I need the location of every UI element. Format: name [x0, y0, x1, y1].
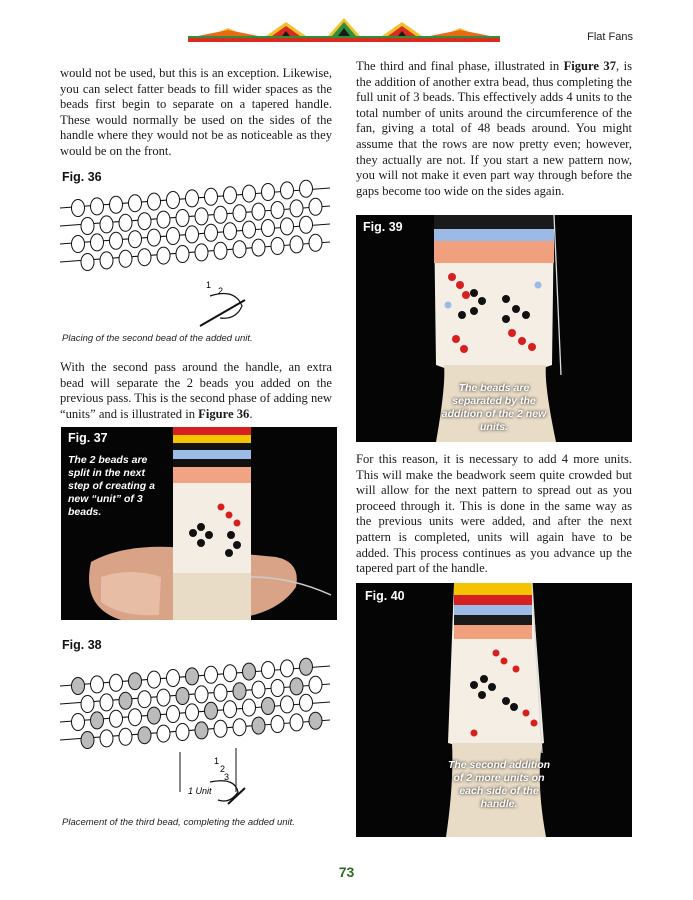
diagram-bead	[167, 670, 180, 687]
diagram-bead	[224, 223, 237, 240]
diagram-bead	[195, 244, 208, 261]
diagram-bead	[110, 710, 123, 727]
fig36-mark-2: 2	[218, 286, 224, 296]
diagram-bead	[81, 696, 94, 713]
diagram-bead	[300, 694, 313, 711]
diagram-bead	[224, 187, 237, 204]
diagram-bead	[205, 666, 218, 683]
diagram-bead	[233, 719, 246, 736]
diagram-bead	[195, 686, 208, 703]
diagram-bead	[300, 180, 313, 197]
figure-37-reference: Figure 37	[563, 59, 617, 73]
diagram-bead	[72, 714, 85, 731]
diagram-bead	[186, 704, 199, 721]
fig36-caption: Placing of the second bead of the added unit.	[62, 333, 253, 344]
diagram-bead	[129, 673, 142, 690]
diagram-bead	[281, 218, 294, 235]
diagram-bead	[176, 246, 189, 263]
diagram-bead	[110, 232, 123, 249]
diagram-bead	[290, 714, 303, 731]
diagram-bead	[271, 716, 284, 733]
diagram-bead	[148, 671, 161, 688]
diagram-bead	[214, 206, 227, 223]
diagram-bead	[205, 224, 218, 241]
diagram-bead	[157, 725, 170, 742]
diagram-bead	[186, 668, 199, 685]
diagram-bead	[91, 198, 104, 215]
fig37-overlay-caption: The 2 beads are split in the next step of creating a new “unit” of 3 beads.	[68, 454, 155, 518]
diagram-bead	[205, 188, 218, 205]
diagram-bead	[157, 689, 170, 706]
diagram-bead	[100, 252, 113, 269]
diagram-bead	[290, 236, 303, 253]
fig38-label: Fig. 38	[62, 638, 102, 652]
right-paragraph-1-start: The third and final phase, illustrated in	[356, 59, 564, 73]
diagram-bead	[262, 662, 275, 679]
diagram-bead	[138, 213, 151, 230]
diagram-bead	[271, 680, 284, 697]
diagram-bead	[148, 193, 161, 210]
diagram-bead	[110, 196, 123, 213]
diagram-bead	[281, 660, 294, 677]
fig36-label: Fig. 36	[62, 170, 102, 184]
diagram-bead	[186, 190, 199, 207]
diagram-bead	[81, 218, 94, 235]
diagram-bead	[167, 706, 180, 723]
diagram-bead	[100, 730, 113, 747]
page-number: 73	[338, 864, 355, 880]
diagram-bead	[252, 239, 265, 256]
figure-36-reference: Figure 36	[198, 406, 250, 421]
diagram-bead	[148, 707, 161, 724]
diagram-bead	[243, 663, 256, 680]
diagram-bead	[262, 220, 275, 237]
fig39-photo	[356, 215, 632, 442]
diagram-bead	[72, 236, 85, 253]
diagram-bead	[100, 694, 113, 711]
diagram-bead	[290, 678, 303, 695]
diagram-bead	[72, 678, 85, 695]
diagram-bead	[252, 681, 265, 698]
left-paragraph-2-text: With the second pass around the handle, an extra bead will separate the 2 beads you added on the previous pass. This is the second phase of adding new “units” and is illustrated in	[60, 360, 332, 421]
diagram-bead	[243, 185, 256, 202]
diagram-bead	[262, 184, 275, 201]
fig40-label: Fig. 40	[365, 589, 405, 603]
right-paragraph-2: For this reason, it is necessary to add 4 more units. This will make the beadwork seem quite crowded but will allow for the next pattern to spread out as you proceed through it. This is done in the same way as the previous units were added, and after the next pattern is completed, units will again have to be added. This process continues as you advance up the tapered part of the handle.	[356, 452, 632, 576]
diagram-bead	[309, 234, 322, 251]
left-paragraph-1: would not be used, but this is an exception. Likewise, you can select fatter beads to fill wider spaces as the beads first begin to separate on a tapered handle. These would normally be used on the sides of the handle where they would not be as noticeable as they would be on the front.	[60, 66, 332, 158]
diagram-bead	[281, 182, 294, 199]
fig38-mark-1: 1	[214, 756, 220, 766]
diagram-bead	[138, 249, 151, 266]
diagram-bead	[214, 684, 227, 701]
diagram-bead	[119, 250, 132, 267]
diagram-bead	[214, 242, 227, 259]
diagram-bead	[148, 229, 161, 246]
left-paragraph-2	[60, 360, 332, 422]
diagram-bead	[262, 698, 275, 715]
fig36-mark-1: 1	[206, 280, 212, 290]
diagram-bead	[91, 234, 104, 251]
diagram-bead	[252, 203, 265, 220]
diagram-bead	[224, 665, 237, 682]
diagram-bead	[157, 211, 170, 228]
fig40-photo	[356, 583, 632, 837]
fig38-unit-label: 1 Unit	[188, 786, 212, 796]
diagram-bead	[205, 702, 218, 719]
fig37-label: Fig. 37	[68, 431, 108, 445]
diagram-bead	[81, 254, 94, 271]
diagram-bead	[214, 720, 227, 737]
right-paragraph-1-text: , is the addition of another extra bead, thus completing the full unit of 3 beads. This effectively adds 4 units to the total number of units around the circumference of the fan, giving a total of 48 beads around. You might assume that the rows are now pretty even; however, they actually are not. If you start a new pattern now, you will not make it even part way through before the gaps become too wide on the sides again.	[356, 59, 633, 198]
fig40-overlay-caption: The second addition of 2 more units on each side of the handle.	[447, 759, 551, 810]
diagram-bead	[233, 241, 246, 258]
diagram-bead	[195, 208, 208, 225]
fig39-overlay-caption: The beads are separated by the addition of the 2 new units.	[441, 382, 547, 433]
diagram-bead	[138, 691, 151, 708]
fig38-diagram	[60, 652, 335, 812]
diagram-bead	[195, 722, 208, 739]
fig38-caption: Placement of the third bead, completing the added unit.	[62, 817, 295, 828]
diagram-bead	[243, 221, 256, 238]
diagram-bead	[309, 198, 322, 215]
running-header-title: Flat Fans	[587, 31, 633, 43]
diagram-bead	[167, 228, 180, 245]
diagram-bead	[224, 701, 237, 718]
diagram-bead	[110, 674, 123, 691]
right-paragraph-1	[356, 59, 632, 199]
fig37-photo	[61, 427, 337, 620]
diagram-bead	[100, 216, 113, 233]
fig38-mark-2: 2	[220, 764, 226, 774]
diagram-bead	[72, 200, 85, 217]
diagram-bead	[290, 200, 303, 217]
diagram-bead	[281, 696, 294, 713]
diagram-bead	[300, 658, 313, 675]
diagram-bead	[252, 717, 265, 734]
diagram-bead	[271, 238, 284, 255]
diagram-bead	[138, 727, 151, 744]
diagram-bead	[309, 676, 322, 693]
diagram-bead	[176, 210, 189, 227]
diagram-bead	[243, 699, 256, 716]
diagram-bead	[167, 192, 180, 209]
diagram-bead	[300, 216, 313, 233]
diagram-bead	[129, 231, 142, 248]
diagram-bead	[129, 195, 142, 212]
diagram-bead	[233, 205, 246, 222]
diagram-bead	[271, 202, 284, 219]
diagram-bead	[233, 683, 246, 700]
fig36-diagram	[60, 178, 335, 328]
diagram-bead	[81, 732, 94, 749]
diagram-bead	[91, 712, 104, 729]
header-banner-beadwork	[188, 18, 500, 42]
fig38-mark-3: 3	[224, 772, 230, 782]
diagram-bead	[176, 688, 189, 705]
diagram-bead	[157, 247, 170, 264]
fig39-label: Fig. 39	[363, 220, 403, 234]
diagram-bead	[91, 676, 104, 693]
diagram-bead	[186, 226, 199, 243]
diagram-bead	[309, 712, 322, 729]
diagram-bead	[176, 724, 189, 741]
diagram-bead	[119, 728, 132, 745]
diagram-bead	[119, 214, 132, 231]
diagram-bead	[129, 709, 142, 726]
left-paragraph-2-end: .	[249, 406, 253, 421]
diagram-bead	[119, 692, 132, 709]
